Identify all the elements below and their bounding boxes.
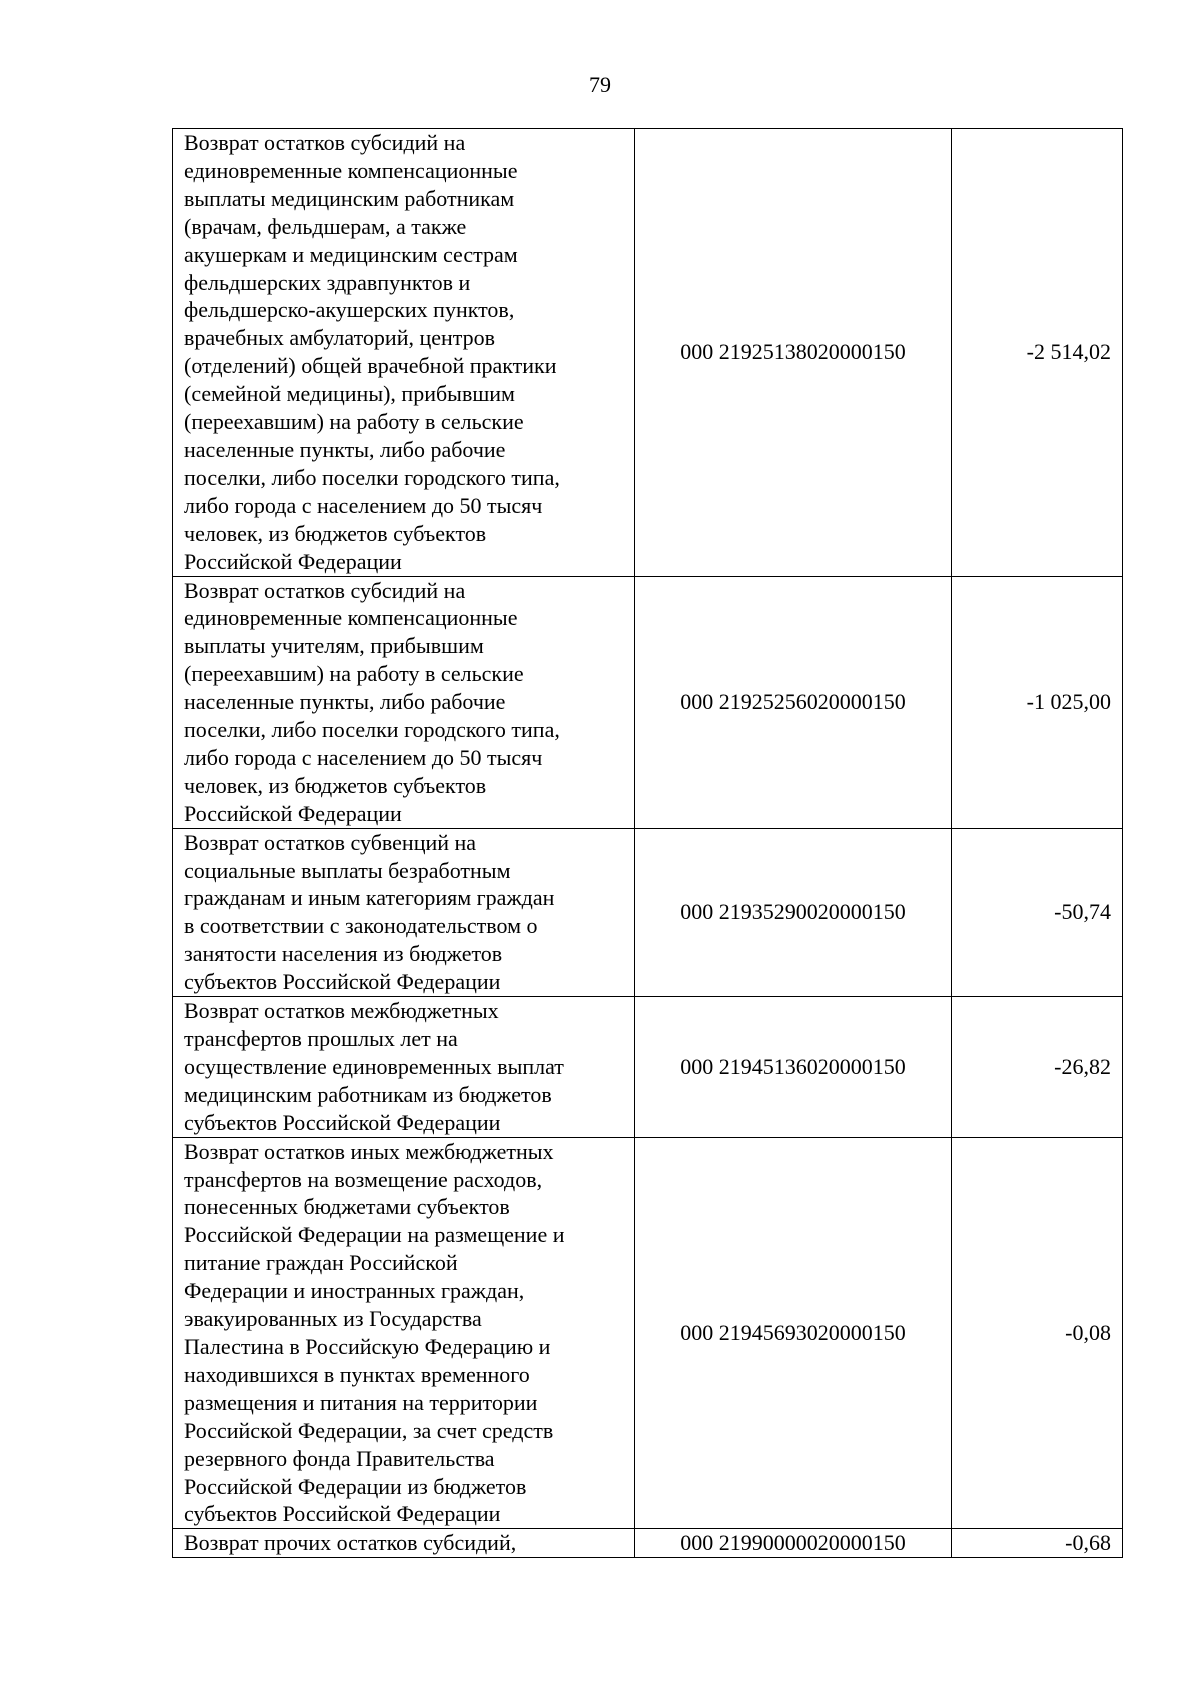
code-cell: 000 21925138020000150 bbox=[635, 129, 952, 577]
amount-cell: -0,08 bbox=[952, 1137, 1123, 1529]
description-line: Возврат остатков субсидий на bbox=[184, 577, 466, 603]
description-cell bbox=[173, 576, 635, 828]
description-line: фельдшерских здравпунктов и bbox=[184, 269, 471, 295]
code-cell: 000 21945136020000150 bbox=[635, 997, 952, 1138]
description-line: Возврат остатков межбюджетных bbox=[184, 998, 499, 1024]
budget-table bbox=[172, 128, 1123, 1558]
description-line: населенные пункты, либо рабочие bbox=[184, 436, 506, 462]
description-line: находившихся в пунктах временного bbox=[184, 1361, 530, 1387]
description-line: Палестина в Российскую Федерацию и bbox=[184, 1333, 551, 1359]
table-row bbox=[173, 1529, 1123, 1558]
description-line: человек, из бюджетов субъектов bbox=[184, 772, 487, 798]
description-line: человек, из бюджетов субъектов bbox=[184, 520, 487, 546]
code-cell: 000 21990000020000150 bbox=[635, 1529, 952, 1558]
description-line: субъектов Российской Федерации bbox=[184, 1109, 501, 1135]
description-line: акушеркам и медицинским сестрам bbox=[184, 241, 518, 267]
description-line: Российской Федерации bbox=[184, 548, 402, 574]
description-line: питание граждан Российской bbox=[184, 1250, 458, 1276]
description-line: субъектов Российской Федерации bbox=[184, 969, 501, 995]
description-line: фельдшерско-акушерских пунктов, bbox=[184, 297, 515, 323]
description-line: поселки, либо поселки городского типа, bbox=[184, 464, 560, 490]
description-line: Возврат прочих остатков субсидий, bbox=[184, 1530, 517, 1556]
description-line: Возврат остатков субсидий на bbox=[184, 130, 466, 155]
description-line: либо города с населением до 50 тысяч bbox=[184, 492, 543, 518]
amount-cell: -2 514,02 bbox=[952, 129, 1123, 577]
description-line: (врачам, фельдшерам, а также bbox=[184, 213, 467, 239]
amount-cell: -26,82 bbox=[952, 997, 1123, 1138]
description-line: Федерации и иностранных граждан, bbox=[184, 1278, 525, 1304]
description-line: (отделений) общей врачебной практики bbox=[184, 353, 557, 379]
description-line: трансфертов прошлых лет на bbox=[184, 1026, 458, 1051]
description-line: Российской Федерации bbox=[184, 800, 402, 826]
description-line: (переехавшим) на работу в сельские bbox=[184, 661, 524, 687]
description-line: Возврат остатков иных межбюджетных bbox=[184, 1138, 554, 1164]
description-line: резервного фонда Правительства bbox=[184, 1445, 495, 1471]
amount-cell: -0,68 bbox=[952, 1529, 1123, 1558]
description-line: социальные выплаты безработным bbox=[184, 857, 511, 883]
description-line: Российской Федерации на размещение и bbox=[184, 1222, 565, 1248]
description-line: субъектов Российской Федерации bbox=[184, 1501, 501, 1527]
description-cell bbox=[173, 1529, 635, 1558]
description-line: выплаты учителям, прибывшим bbox=[184, 633, 484, 659]
description-line: поселки, либо поселки городского типа, bbox=[184, 717, 560, 743]
description-line: врачебных амбулаторий, центров bbox=[184, 325, 496, 351]
description-line: единовременные компенсационные bbox=[184, 605, 518, 631]
description-line: занятости населения из бюджетов bbox=[184, 941, 503, 967]
description-line: понесенных бюджетами субъектов bbox=[184, 1194, 510, 1220]
page-number: 79 bbox=[589, 72, 611, 97]
description-line: (переехавшим) на работу в сельские bbox=[184, 409, 524, 435]
description-line: Возврат остатков субвенций на bbox=[184, 829, 477, 855]
description-line: Российской Федерации, за счет средств bbox=[184, 1417, 554, 1443]
amount-cell: -1 025,00 bbox=[952, 576, 1123, 828]
code-cell: 000 21925256020000150 bbox=[635, 576, 952, 828]
description-line: размещения и питания на территории bbox=[184, 1389, 538, 1415]
description-cell bbox=[173, 129, 635, 577]
description-cell bbox=[173, 1137, 635, 1529]
code-cell: 000 21935290020000150 bbox=[635, 828, 952, 996]
description-line: эвакуированных из Государства bbox=[184, 1306, 482, 1332]
description-line: медицинским работникам из бюджетов bbox=[184, 1081, 552, 1107]
table-row bbox=[173, 576, 1123, 828]
description-line: осуществление единовременных выплат bbox=[184, 1053, 564, 1079]
table-row bbox=[173, 129, 1123, 577]
table-row bbox=[173, 828, 1123, 996]
description-line: населенные пункты, либо рабочие bbox=[184, 689, 506, 715]
description-line: гражданам и иным категориям граждан bbox=[184, 885, 555, 911]
table-row bbox=[173, 997, 1123, 1138]
description-line: трансфертов на возмещение расходов, bbox=[184, 1166, 543, 1192]
description-line: выплаты медицинским работникам bbox=[184, 185, 515, 211]
code-cell: 000 21945693020000150 bbox=[635, 1137, 952, 1529]
description-line: Российской Федерации из бюджетов bbox=[184, 1473, 527, 1499]
description-cell bbox=[173, 828, 635, 996]
description-line: либо города с населением до 50 тысяч bbox=[184, 744, 543, 770]
description-line: единовременные компенсационные bbox=[184, 157, 518, 183]
table-row bbox=[173, 1137, 1123, 1529]
amount-cell: -50,74 bbox=[952, 828, 1123, 996]
description-line: (семейной медицины), прибывшим bbox=[184, 381, 515, 407]
description-line: в соответствии с законодательством о bbox=[184, 913, 538, 939]
description-cell bbox=[173, 997, 635, 1138]
